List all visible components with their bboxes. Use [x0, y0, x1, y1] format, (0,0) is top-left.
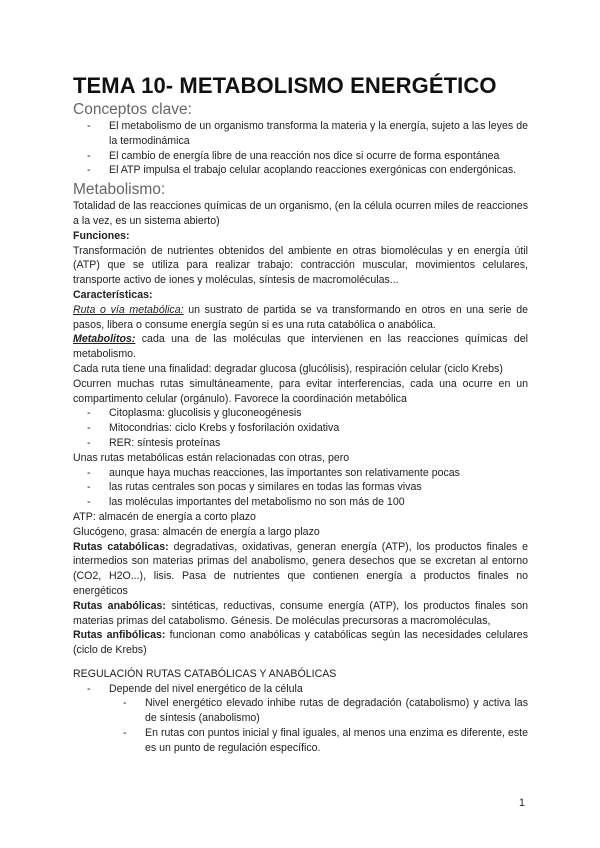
catabolicas-paragraph — [73, 540, 528, 599]
anabolicas-label: Rutas anabólicas: — [73, 599, 166, 612]
list-item: - El metabolismo de un organismo transforma la materia y la energía, sujeto a las leyes de la termodinámica — [73, 119, 528, 149]
list-item: - Depende del nivel energético de la célula — [73, 682, 528, 697]
ruta-text: un sustrato de partida se va transformando en otros en una serie de pasos, libera o consume energía según si es una ruta catabólica o anabólica. — [73, 303, 528, 331]
finalidad-text: Cada ruta tiene una finalidad: degradar glucosa (glucólisis), respiración celular (ciclo Krebs) — [73, 362, 503, 375]
list-item: - Mitocondrias: ciclo Krebs y fosforilación oxidativa — [73, 421, 528, 436]
regulacion-list — [73, 682, 528, 697]
glucogeno-text: Glucógeno, grasa: almacén de energía a largo plazo — [73, 525, 320, 538]
document-page — [73, 72, 528, 756]
conceptos-list — [73, 119, 528, 178]
caracteristicas-label: Características: — [73, 288, 153, 301]
page-title: TEMA 10- METABOLISMO ENERGÉTICO — [73, 73, 497, 98]
regulacion-heading: REGULACIÓN RUTAS CATABÓLICAS Y ANABÓLICAS — [73, 667, 337, 680]
metabolitos-paragraph — [73, 332, 528, 362]
simultaneas-text: Ocurren muchas rutas simultáneamente, para evitar interferencias, cada una ocurre en un compartimento celular (orgánulo). Favorece la coordinación metabólica — [73, 377, 528, 405]
atp-text: ATP: almacén de energía a corto plazo — [73, 510, 256, 523]
conceptos-heading: Conceptos clave: — [73, 101, 192, 118]
anabolicas-text: sintéticas, reductivas, consume energía (ATP), los productos finales son materias primas del catabolismo. Génesis. De moléculas precursoras a macromoléculas, — [73, 599, 528, 627]
list-item: - El ATP impulsa el trabajo celular acoplando reacciones exergónicas con endergónicas. — [73, 163, 528, 178]
anabolicas-paragraph — [73, 599, 528, 629]
relacionadas-list — [73, 466, 528, 510]
metabolismo-definition: Totalidad de las reacciones químicas de un organismo, (en la célula ocurren miles de reacciones a la vez, es un sistema abierto) — [73, 200, 528, 227]
funciones-text: Transformación de nutrientes obtenidos del ambiente en otras biomoléculas y en energía útil (ATP) que se utiliza para realizar trabajo: contracción muscular, movimientos celulares, transporte activo de iones y moléculas, síntesis de macromoléculas... — [73, 244, 528, 287]
metabolismo-heading: Metabolismo: — [73, 181, 166, 199]
catabolicas-text: degradativas, oxidativas, generan energía (ATP), los productos finales e intermedios son materias primas del anabolismo, genera desechos que se excretan al entorno (CO2, H2O...), lisis. Pasa de nutrientes que contienen energía a productos finales no energéticos — [73, 540, 528, 597]
ruta-paragraph — [73, 303, 528, 333]
regulacion-sublist — [73, 696, 528, 755]
catabolicas-label: Rutas catabólicas: — [73, 540, 169, 553]
list-item: - El cambio de energía libre de una reacción nos dice si ocurre de forma espontánea — [73, 149, 528, 164]
compartimentos-list — [73, 406, 528, 450]
list-item: - las rutas centrales son pocas y similares en todas las formas vivas — [73, 480, 528, 495]
funciones-label: Funciones: — [73, 229, 130, 242]
list-item: - las moléculas importantes del metabolismo no son más de 100 — [73, 495, 528, 510]
anfibolicas-label: Rutas anfibólicas: — [73, 629, 166, 642]
metabolitos-text: cada una de las moléculas que intervienen en las reacciones químicas del metabolismo. — [73, 333, 528, 361]
page-number: 1 — [519, 797, 525, 809]
ruta-term: Ruta o vía metabólica: — [73, 303, 184, 316]
list-item: - En rutas con puntos inicial y final iguales, al menos una enzima es diferente, este es un punto de regulación específico. — [73, 726, 528, 756]
list-item: - aunque haya muchas reacciones, las importantes son relativamente pocas — [73, 466, 528, 481]
relacionadas-text: Unas rutas metabólicas están relacionadas con otras, pero — [73, 451, 350, 464]
list-item: - Nivel energético elevado inhibe rutas de degradación (catabolismo) y activa las de síntesis (anabolismo) — [73, 696, 528, 726]
list-item: - RER: síntesis proteínas — [73, 436, 528, 451]
anfibolicas-paragraph — [73, 628, 528, 658]
list-item: - Citoplasma: glucolisis y gluconeogénesis — [73, 406, 528, 421]
anfibolicas-text: funcionan como anabólicas y catabólicas según las necesidades celulares (ciclo de Krebs) — [73, 629, 528, 657]
metabolitos-term: Metabolitos: — [73, 333, 136, 346]
